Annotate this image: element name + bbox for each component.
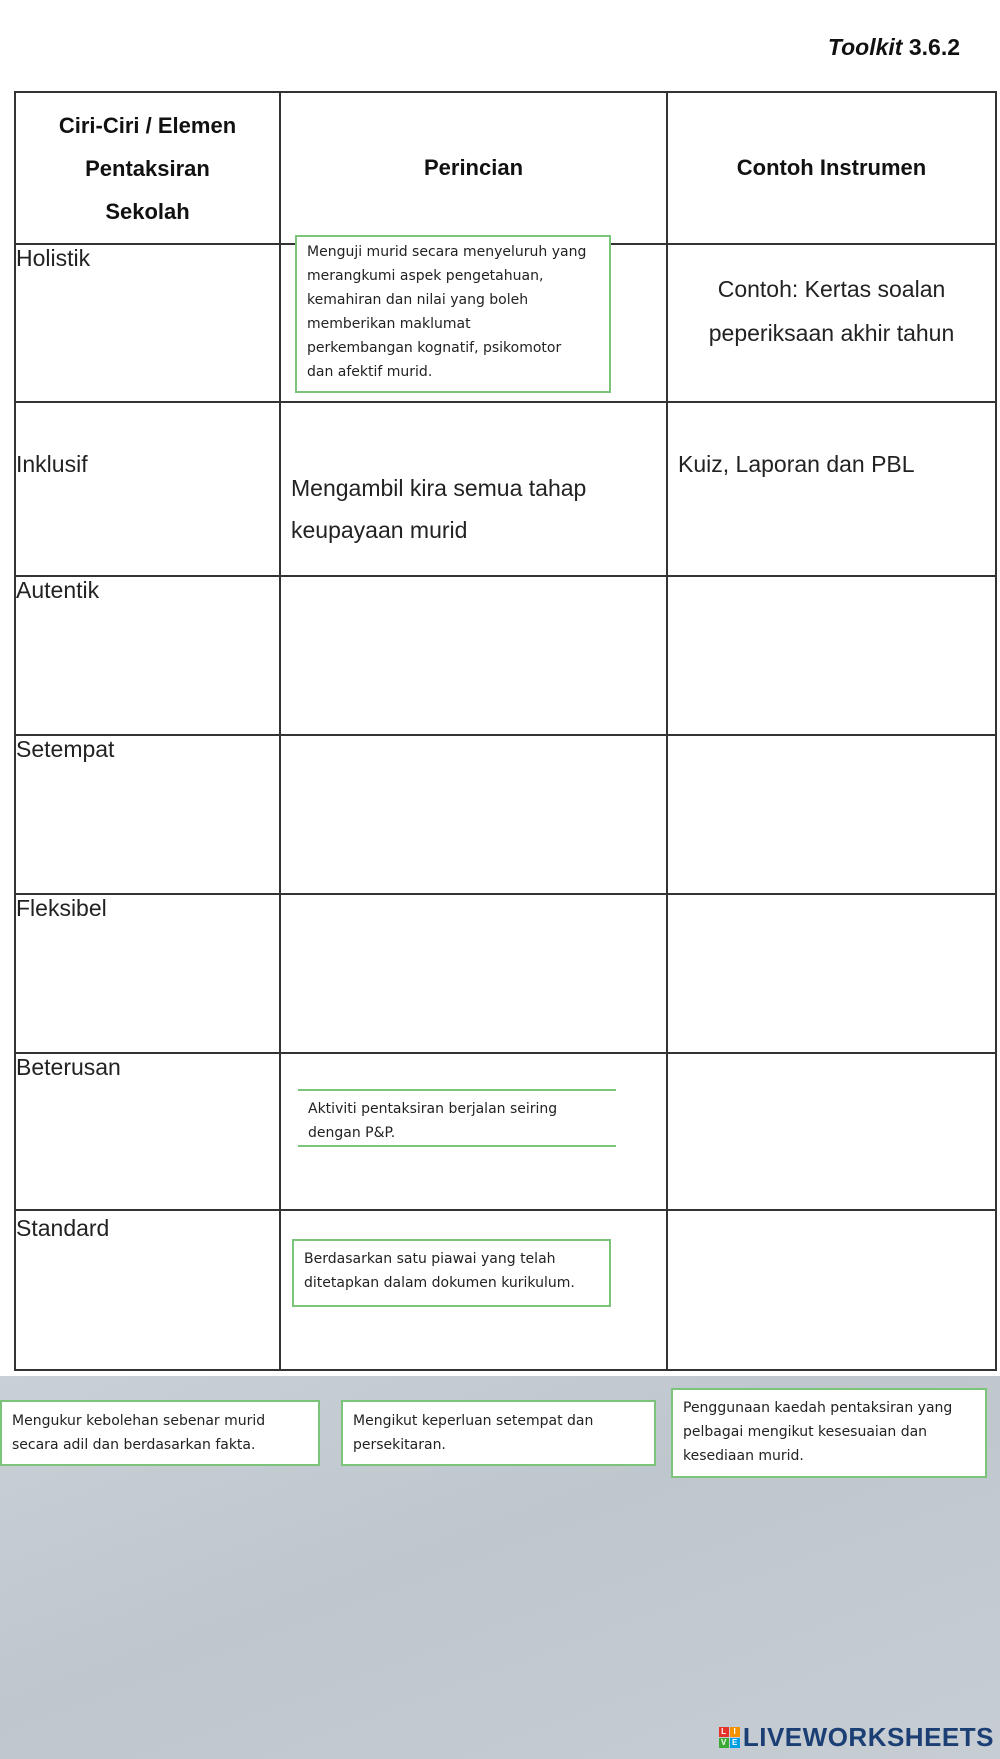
example-cell[interactable]	[667, 576, 996, 735]
draggable-answer-card[interactable]: Berdasarkan satu piawai yang telah ditetapkan dalam dokumen kurikulum.	[292, 1239, 611, 1307]
table-row	[15, 735, 996, 894]
example-cell[interactable]	[667, 1053, 996, 1210]
element-label: Setempat	[15, 735, 280, 894]
detail-drop-zone[interactable]	[280, 894, 667, 1053]
toolkit-label: Toolkit 3.6.2	[827, 34, 960, 60]
brand-text: LIVEWORKSHEETS	[742, 1722, 994, 1752]
draggable-answer-card[interactable]: Menguji murid secara menyeluruh yang merangkumi aspek pengetahuan, kemahiran dan nilai yang boleh memberikan maklumat perkembangan kognatif, psikomotor dan afektif murid.	[295, 235, 611, 393]
element-label: Fleksibel	[15, 894, 280, 1053]
header-row	[15, 92, 996, 244]
element-label: Beterusan	[15, 1053, 280, 1210]
header-contoh-instrumen: Contoh Instrumen	[667, 92, 996, 244]
draggable-answer-card[interactable]: Mengukur kebolehan sebenar murid secara adil dan berdasarkan fakta.	[0, 1400, 320, 1466]
answer-bank-area	[0, 1376, 1000, 1759]
draggable-answer-card[interactable]: Aktiviti pentaksiran berjalan seiring dengan P&P.	[298, 1089, 616, 1147]
liveworksheets-logo	[719, 1722, 994, 1753]
example-cell[interactable]	[667, 1210, 996, 1370]
liveworksheets-icon: L I V E	[719, 1727, 740, 1748]
example-cell: Contoh: Kertas soalan peperiksaan akhir tahun	[667, 244, 996, 402]
header-perincian: Perincian	[280, 92, 667, 244]
table-row	[15, 402, 996, 576]
table-row	[15, 576, 996, 735]
detail-drop-zone[interactable]	[280, 735, 667, 894]
example-cell[interactable]	[667, 894, 996, 1053]
detail-drop-zone[interactable]	[280, 576, 667, 735]
header-elemen: Ciri-Ciri / Elemen Pentaksiran Sekolah	[15, 92, 280, 244]
draggable-answer-card[interactable]: Penggunaan kaedah pentaksiran yang pelbagai mengikut kesesuaian dan kesediaan murid.	[671, 1388, 987, 1478]
element-label: Standard	[15, 1210, 280, 1370]
element-label: Autentik	[15, 576, 280, 735]
example-cell[interactable]	[667, 735, 996, 894]
table-row	[15, 894, 996, 1053]
element-label: Inklusif	[15, 402, 280, 576]
draggable-answer-card[interactable]: Mengikut keperluan setempat dan persekitaran.	[341, 1400, 656, 1466]
example-cell: Kuiz, Laporan dan PBL	[667, 402, 996, 576]
element-label: Holistik	[15, 244, 280, 402]
detail-cell: Mengambil kira semua tahap keupayaan murid	[280, 402, 667, 576]
